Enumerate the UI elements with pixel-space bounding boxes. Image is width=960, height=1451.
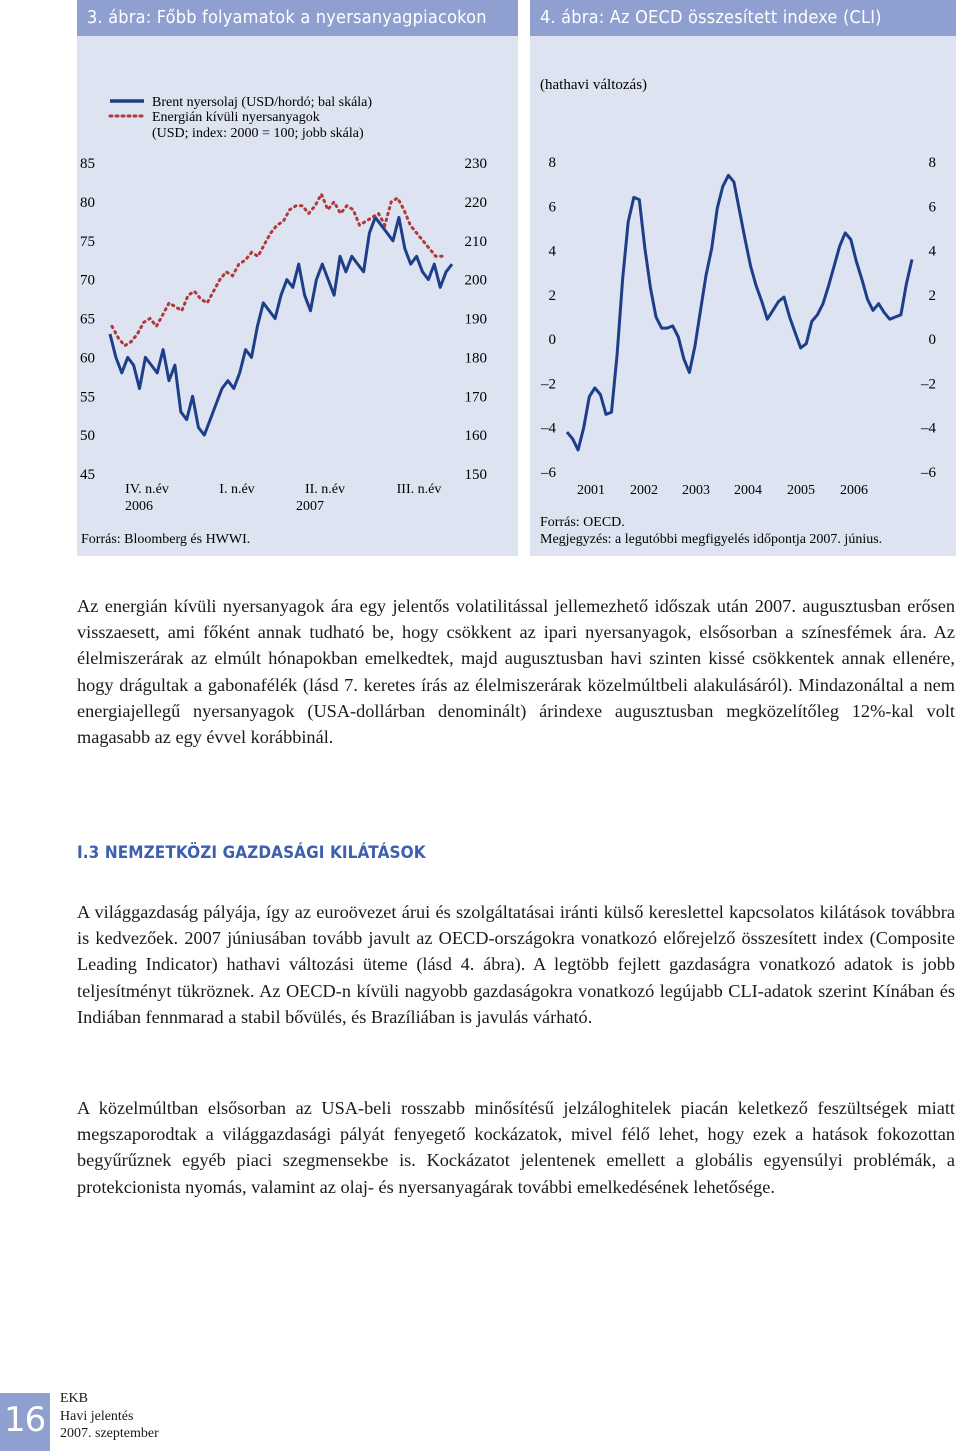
figure3-left-tick: 50 (80, 428, 95, 445)
figure3-x-label: I. n.év (219, 482, 255, 497)
figure3-x-label: IV. n.év (125, 482, 169, 497)
figure4-x-label: 2001 (577, 483, 605, 498)
figure3-title: 3. ábra: Főbb folyamatok a nyersanyagpiacokon (77, 0, 518, 36)
page-number: 16 (4, 1400, 46, 1440)
paragraph-commodities (77, 593, 955, 750)
paragraph-outlook-text: A világgazdaság pályája, így az euroövezet árui és szolgáltatásai iránti külső kereslettel kapcsolatos kilátások továbbra is kedvezőek. 2007 júniusában tovább javult az OECD-országokra vonatkozó előrejelző összesített index (Composite Leading Indicator) hathavi változási üteme (lásd 4. ábra). A legtöbb fejlett gazdaságra vonatkozó adatok is jobb teljesítményt tükröznek. Az OECD-n kívüli nagyobb gazdaságokra vonatkozó legújabb CLI-adatok szerint Kínában és Indiában fennmarad a stabil bővülés, és Brazíliában is javulás várható. (77, 902, 955, 1027)
figure4-right-tick: 0 (928, 332, 936, 349)
section-title: I.3 NEMZETKÖZI GAZDASÁGI KILÁTÁSOK (77, 843, 426, 863)
figure3-right-tick: 160 (464, 428, 487, 445)
figure4-left-tick: –2 (541, 376, 556, 393)
figure3-left-tick: 80 (80, 194, 95, 211)
figure4-x-label: 2003 (682, 483, 710, 498)
figure3-chart (77, 36, 518, 556)
figure3-legend (110, 95, 372, 141)
figure3-left-tick: 85 (80, 156, 95, 172)
figure4-left-tick: 2 (548, 287, 556, 304)
paragraph-risks (77, 1095, 955, 1200)
figure3-nonenergy-line (112, 194, 442, 346)
figure3-left-tick: 45 (80, 467, 95, 483)
figure3-right-tick: 220 (464, 194, 487, 211)
footer-publisher: EKB (60, 1391, 88, 1406)
figure3-year-label: 2006 (125, 499, 153, 514)
figure4-right-tick: –4 (921, 420, 936, 437)
figure4-chart (530, 36, 956, 556)
figure3-left-tick: 75 (80, 233, 95, 250)
footer-publication-name: Havi jelentés (60, 1408, 134, 1424)
figure3-x-label: II. n.év (304, 482, 346, 497)
legend-nonenergy-label-2: (USD; index: 2000 = 100; jobb skála) (152, 126, 364, 141)
figure3-left-tick: 60 (80, 350, 95, 367)
paragraph-commodities-text: Az energián kívüli nyersanyagok ára egy jelentős volatilitással jellemezhető időszak után 2007. augusztusban erősen visszaesett, ami főként annak tudható be, hogy csökkent az ipari nyersanyagok, elsősorban a színesfémek ára. Az élelmiszerárak az elmúlt hónapokban emelkedtek, majd augusztusban havi szinten kissé csökkentek annak ellenére, hogy drágultak a gabonafélék (lásd 7. keretes írás az élelmiszerárak közelmúltbeli alakulásáról). Mindazonáltal a nem energiajellegű nyersanyagok (USA-dollárban denominált) árindexe augusztusban megközelítőleg 12%-kal volt magasabb az egy évvel korábbinál. (77, 596, 955, 748)
figure3-right-tick: 230 (464, 156, 487, 172)
figure4-x-label: 2004 (734, 483, 762, 498)
figure4-source: Forrás: OECD. (540, 515, 625, 530)
figure4-left-tick: –6 (541, 465, 556, 481)
figure4-x-label: 2005 (787, 483, 815, 498)
legend-nonenergy-label-1: Energián kívüli nyersanyagok (152, 110, 320, 125)
figure3-left-tick: 70 (80, 272, 95, 289)
figure3-source: Forrás: Bloomberg és HWWI. (81, 532, 251, 547)
figure4-x-label: 2002 (630, 483, 658, 498)
figure3-right-tick: 200 (464, 272, 487, 289)
figure4-right-tick: –2 (921, 376, 936, 393)
figure3-left-tick: 55 (80, 389, 95, 406)
figure4-right-tick: 6 (928, 199, 936, 216)
footer-issue-date: 2007. szeptember (60, 1426, 159, 1441)
figure3-right-tick: 180 (464, 350, 487, 367)
figure3-panel (77, 0, 518, 556)
paragraph-outlook (77, 899, 955, 1030)
figure3-right-tick: 210 (464, 233, 487, 250)
figure4-left-tick: 4 (548, 243, 556, 260)
figure4-left-tick: 8 (548, 155, 556, 171)
figure4-subtitle: (hathavi változás) (540, 77, 648, 93)
figure4-right-tick: 2 (928, 287, 936, 304)
figure4-left-tick: 0 (548, 332, 556, 349)
figure4-title: 4. ábra: Az OECD összesített indexe (CLI) (530, 0, 956, 36)
figure4-left-tick: –4 (541, 420, 556, 437)
figure4-note: Megjegyzés: a legutóbbi megfigyelés időpontja 2007. június. (540, 532, 883, 547)
figure4-panel (530, 0, 956, 556)
figure4-left-tick: 6 (548, 199, 556, 216)
figure3-right-tick: 150 (464, 467, 487, 483)
figure4-right-tick: 4 (928, 243, 936, 260)
paragraph-risks-text: A közelmúltban elsősorban az USA-beli rosszabb minősítésű jelzáloghitelek piacán keletkező feszültségek miatt megszaporodtak a világgazdasági pályát fenyegető kockázatok, mivel félő lehet, hogy ezek a hatások fokozottan begyűrűznek egyéb piaci szegmensekbe is. Kockázatot jelentenek emellett a globális egyensúlyi problémák, a protekcionista nyomás, valamint az olaj- és nyersanyagárak további emelkedésének lehetősége. (77, 1098, 955, 1197)
figure3-x-label: III. n.év (396, 482, 442, 497)
figure3-right-tick: 170 (464, 389, 487, 406)
figure4-x-label: 2006 (840, 483, 868, 498)
legend-brent-label: Brent nyersolaj (USD/hordó; bal skála) (152, 95, 373, 110)
figure4-right-tick: 8 (928, 155, 936, 171)
figure4-cli-line (567, 175, 912, 450)
figure3-year-label: 2007 (296, 499, 324, 514)
figure4-right-tick: –6 (921, 465, 936, 481)
figure3-right-tick: 190 (464, 311, 487, 328)
footer-publication (60, 1390, 159, 1443)
figure3-brent-line (110, 217, 452, 435)
figure3-left-tick: 65 (80, 311, 95, 328)
